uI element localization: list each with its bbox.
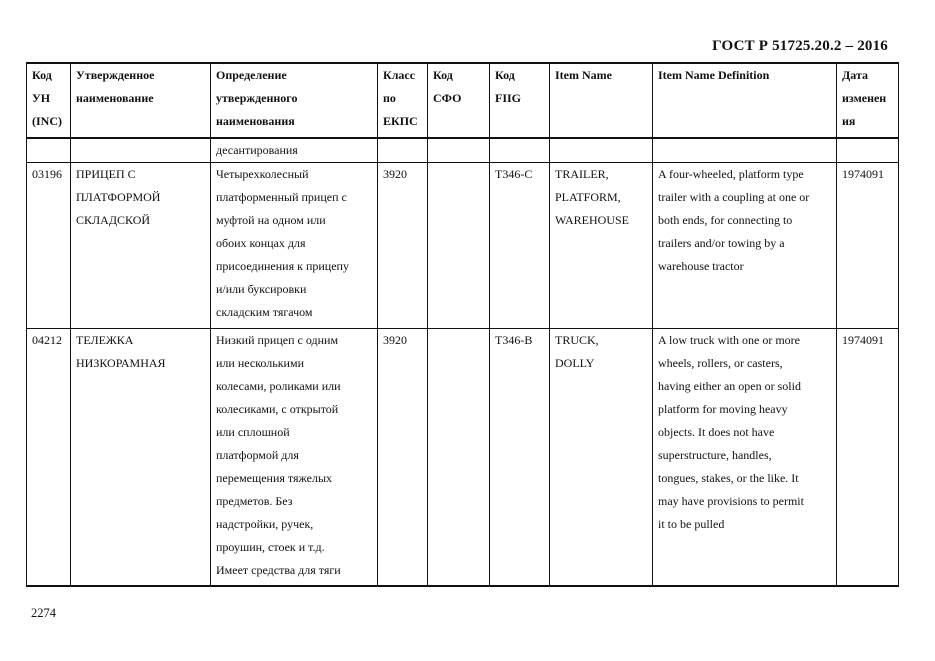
page-number: 2274 [31,606,56,620]
cell-name-ru: ПРИЦЕП С ПЛАТФОРМОЙ СКЛАДСКОЙ [71,163,211,329]
cell-empty [27,138,71,163]
table-row-continuation [27,138,899,163]
cell-fiig-code: T346-B [490,329,550,587]
cell-empty [550,138,653,163]
cell-definition-ru: Четырехколесный платформенный прицеп с муфтой на одном или обоих концах для присоединения к прицепу и/или буксировки складским тягачом [211,163,378,329]
col-header-change-date: Дата изменен ия [837,63,899,138]
col-header-name-definition: Определение утвержденного наименования [211,63,378,138]
col-header-ekps-class: Класс по ЕКПС [378,63,428,138]
cell-empty [837,138,899,163]
cell-empty [490,138,550,163]
cell-definition-ru: десантирования [211,138,378,163]
cell-empty [653,138,837,163]
cell-fiig-code: T346-C [490,163,550,329]
col-header-sfo-code: Код СФО [428,63,490,138]
document-designation: ГОСТ Р 51725.20.2 – 2016 [712,38,888,54]
cell-item-name: TRAILER, PLATFORM, WAREHOUSE [550,163,653,329]
col-header-approved-name: Утвержденное наименование [71,63,211,138]
cell-change-date: 1974091 [837,329,899,587]
cell-empty [71,138,211,163]
cell-inc: 03196 [27,163,71,329]
cell-ekps-class: 3920 [378,329,428,587]
cell-empty [378,138,428,163]
table-row [27,329,899,587]
cell-empty [428,138,490,163]
table-row [27,163,899,329]
col-header-fiig-code: Код FIIG [490,63,550,138]
cell-change-date: 1974091 [837,163,899,329]
table-header-row [27,63,899,138]
col-header-item-name-definition: Item Name Definition [653,63,837,138]
cell-item-definition: A four-wheeled, platform type trailer with a coupling at one or both ends, for connecting to trailers and/or towing by a warehouse tractor [653,163,837,329]
col-header-inc: Код УН (INC) [27,63,71,138]
cell-sfo-code [428,329,490,587]
cell-ekps-class: 3920 [378,163,428,329]
col-header-item-name: Item Name [550,63,653,138]
cell-name-ru: ТЕЛЕЖКА НИЗКОРАМНАЯ [71,329,211,587]
cell-item-definition: A low truck with one or more wheels, rollers, or casters, having either an open or solid platform for moving heavy objects. It does not have superstructure, handles, tongues, stakes, or the like. It may have provisions to permit it to be pulled [653,329,837,587]
cell-definition-ru: Низкий прицеп с одним или несколькими колесами, роликами или колесиками, с открытой или сплошной платформой для перемещения тяжелых предметов. Без надстройки, ручек, проушин, стоек и т.д. Имеет средства для тяги [211,329,378,587]
cell-sfo-code [428,163,490,329]
item-name-table [26,62,899,587]
cell-item-name: TRUCK, DOLLY [550,329,653,587]
cell-inc: 04212 [27,329,71,587]
